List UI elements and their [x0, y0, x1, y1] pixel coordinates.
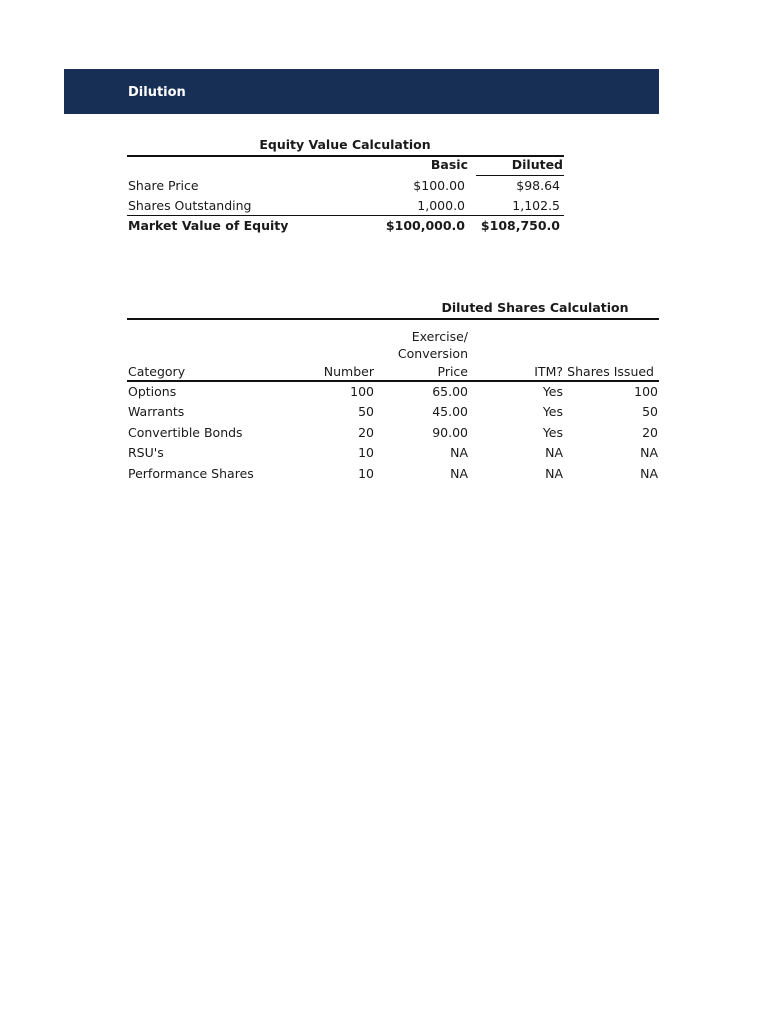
table-row-category: Options — [128, 384, 177, 399]
table-row-price: 65.00 — [432, 384, 468, 399]
col-header-diluted: Diluted — [511, 157, 563, 172]
table-row-itm: Yes — [542, 384, 563, 399]
table-row-price: 90.00 — [432, 425, 468, 440]
table-row-shares-issued: NA — [640, 445, 658, 460]
table-row-itm: NA — [545, 445, 563, 460]
diluted-table-title: Diluted Shares Calculation — [441, 300, 629, 315]
market-value-diluted: $108,750.0 — [480, 218, 560, 233]
share-price-diluted: $98.64 — [516, 178, 560, 193]
col-header-price-line2: Conversion — [397, 346, 468, 361]
table-row-number: 10 — [358, 466, 374, 481]
table-row-shares-issued: 20 — [642, 425, 658, 440]
table-row-itm: NA — [545, 466, 563, 481]
table-row-category: Warrants — [128, 404, 185, 419]
table-row-shares-issued: 100 — [634, 384, 658, 399]
share-price-basic: $100.00 — [413, 178, 465, 193]
diluted-table-top-rule — [127, 318, 659, 320]
table-row-number: 20 — [358, 425, 374, 440]
page-title: Dilution — [128, 85, 186, 100]
market-value-basic: $100,000.0 — [385, 218, 465, 233]
col-header-price-line1: Exercise/ — [411, 329, 468, 344]
table-row-number: 50 — [358, 404, 374, 419]
table-row-category: RSU's — [128, 445, 164, 460]
col-header-number: Number — [323, 364, 374, 379]
table-row-itm: Yes — [542, 425, 563, 440]
col-header-basic: Basic — [430, 157, 468, 172]
table-row-itm: Yes — [542, 404, 563, 419]
equity-table-title: Equity Value Calculation — [259, 137, 431, 152]
col-header-price-line3: Price — [437, 364, 468, 379]
row-label-market-value-of-equity: Market Value of Equity — [128, 218, 289, 233]
header-bar — [64, 69, 659, 114]
table-row-category: Convertible Bonds — [128, 425, 243, 440]
table-row-category: Performance Shares — [128, 466, 254, 481]
table-row-number: 10 — [358, 445, 374, 460]
table-row-shares-issued: 50 — [642, 404, 658, 419]
col-header-category: Category — [128, 364, 186, 379]
col-header-shares-issued: Shares Issued — [567, 364, 654, 379]
shares-outstanding-basic: 1,000.0 — [417, 198, 465, 213]
shares-outstanding-diluted: 1,102.5 — [512, 198, 560, 213]
col-header-itm: ITM? — [534, 364, 563, 379]
table-row-shares-issued: NA — [640, 466, 658, 481]
table-row-number: 100 — [350, 384, 374, 399]
table-row-price: 45.00 — [432, 404, 468, 419]
table-row-price: NA — [450, 445, 468, 460]
table-row-price: NA — [450, 466, 468, 481]
row-label-share-price: Share Price — [128, 178, 199, 193]
row-label-shares-outstanding: Shares Outstanding — [128, 198, 252, 213]
